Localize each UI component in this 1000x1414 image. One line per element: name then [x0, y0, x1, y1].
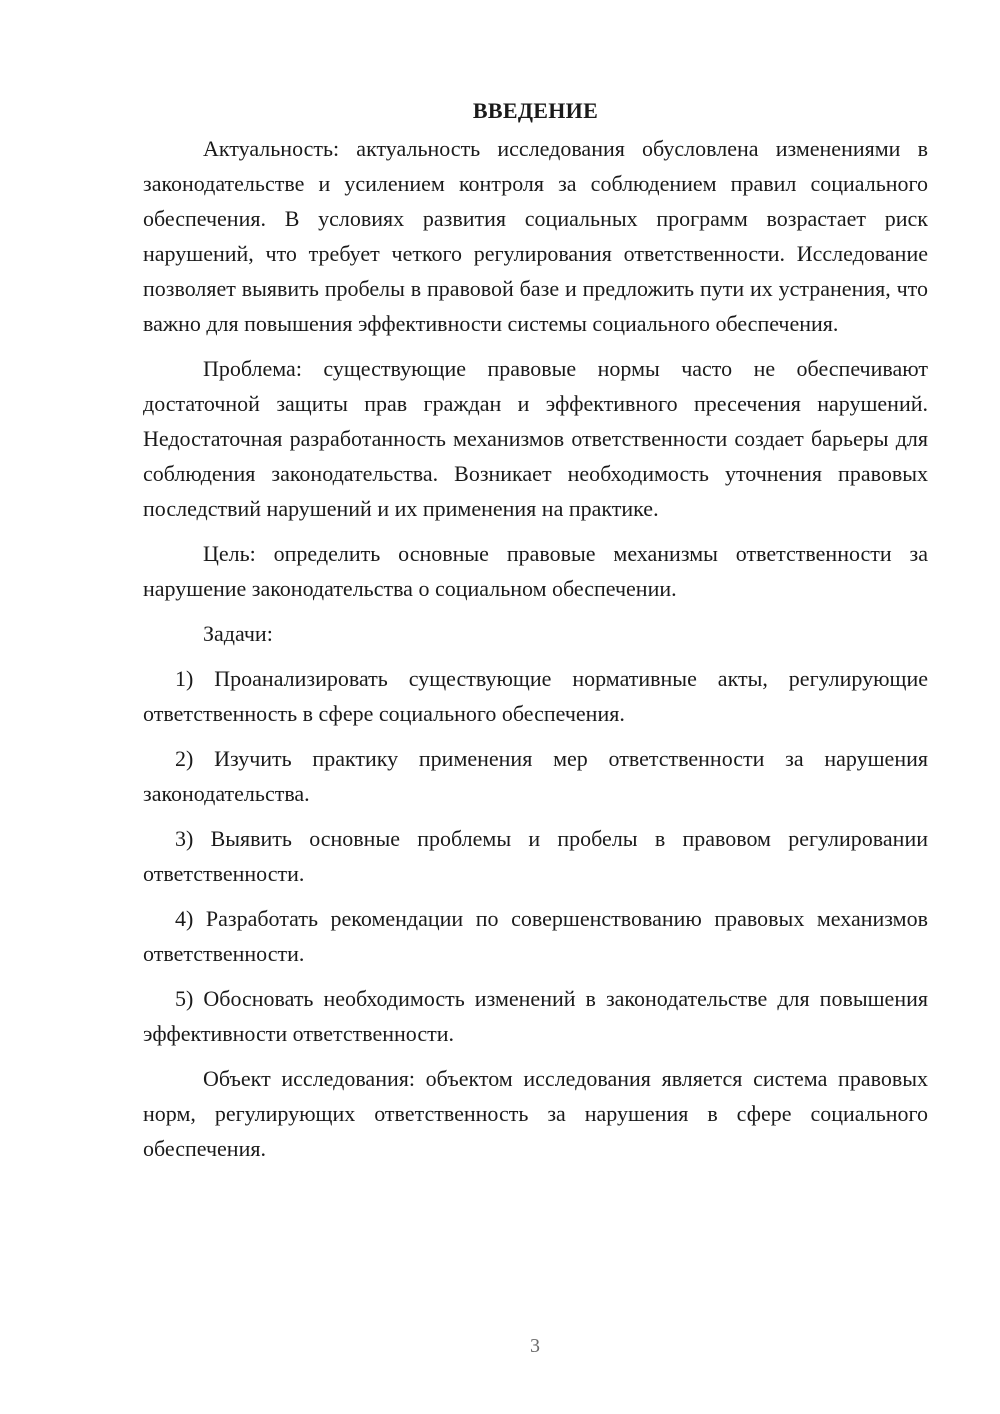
task-item-1: 1) Проанализировать существующие нормативные акты, регулирующие ответственность в сфере социального обеспечения.	[143, 666, 928, 726]
section-heading: ВВЕДЕНИЕ	[472, 98, 599, 123]
task-item-5: 5) Обосновать необходимость изменений в законодательстве для повышения эффективности ответственности.	[143, 986, 928, 1046]
page-number: 3	[530, 1335, 540, 1357]
page-content	[143, 96, 928, 1176]
task-item-4: 4) Разработать рекомендации по совершенствованию правовых механизмов ответственности.	[143, 906, 928, 966]
task-item-3: 3) Выявить основные проблемы и пробелы в правовом регулировании ответственности.	[143, 826, 928, 886]
paragraph-problem: Проблема: существующие правовые нормы часто не обеспечивают достаточной защиты прав граждан и эффективного пресечения нарушений. Недостаточная разработанность механизмов ответственности создает барьеры для соблюдения законодательства. Возникает необходимость уточнения правовых последствий нарушений и их применения на практике.	[143, 356, 928, 521]
task-item-2: 2) Изучить практику применения мер ответственности за нарушения законодательства.	[143, 746, 928, 806]
tasks-label: Задачи:	[203, 621, 273, 646]
paragraph-relevance: Актуальность: актуальность исследования обусловлена изменениями в законодательстве и усилением контроля за соблюдением правил социального обеспечения. В условиях развития социальных программ возрастает риск нарушений, что требует четкого регулирования ответственности. Исследование позволяет выявить пробелы в правовой базе и предложить пути их устранения, что важно для повышения эффективности системы социального обеспечения.	[143, 136, 928, 336]
paragraph-goal: Цель: определить основные правовые механизмы ответственности за нарушение законодательства о социальном обеспечении.	[143, 541, 928, 601]
paragraph-object: Объект исследования: объектом исследования является система правовых норм, регулирующих ответственность за нарушения в сфере социального обеспечения.	[143, 1066, 928, 1161]
